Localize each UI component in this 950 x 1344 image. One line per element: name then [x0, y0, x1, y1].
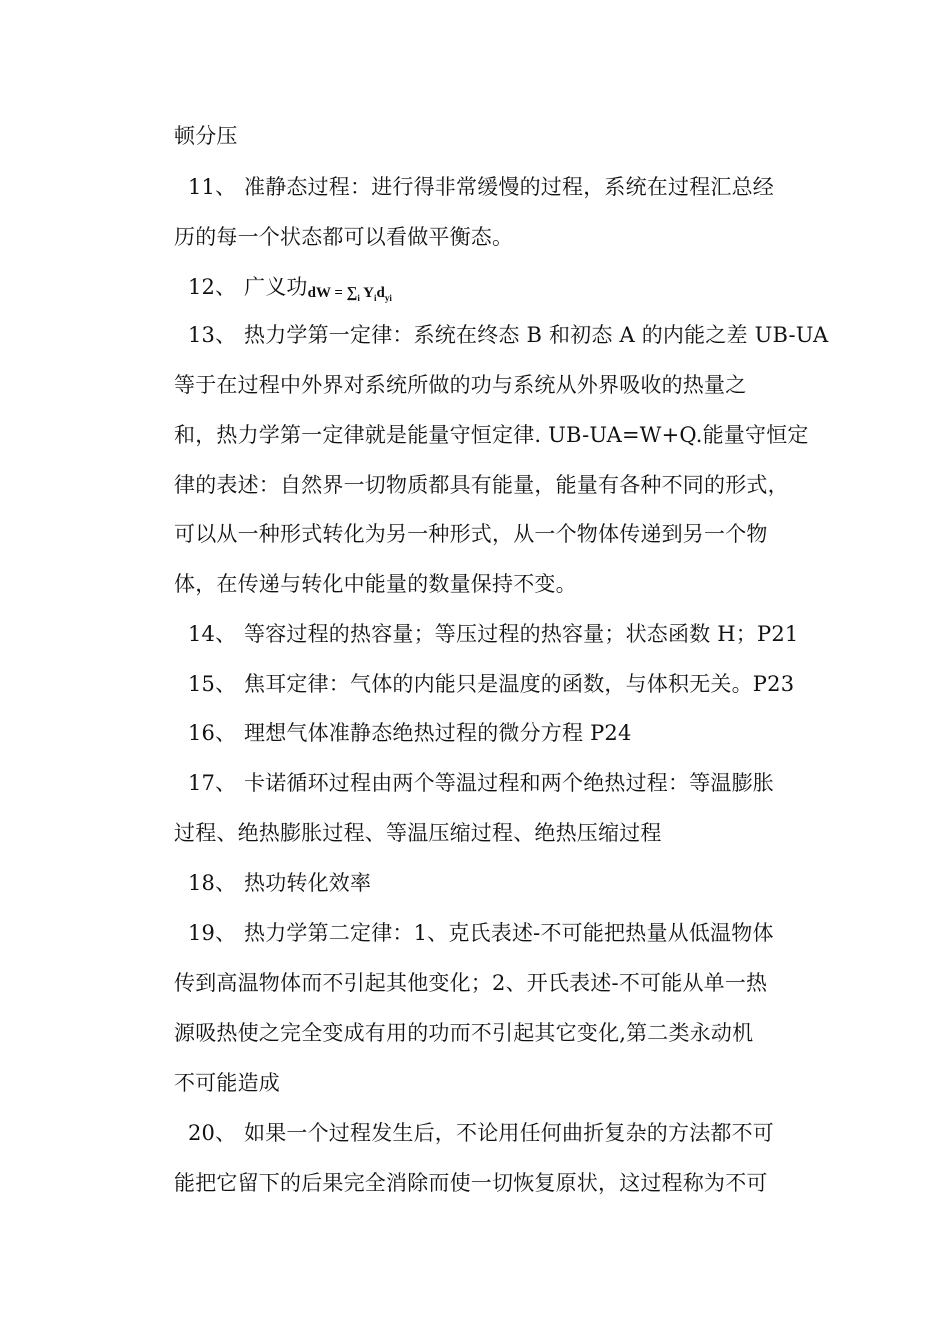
- item-text: 热力学第一定律：系统在终态 B 和初态 A 的内能之差 UB-UA: [244, 323, 829, 347]
- generalized-work-formula: dW = $\sum_i$ $Y_id_{yi}$: [307, 285, 392, 303]
- text-line: [174, 970, 814, 996]
- item-text: 卡诺循环过程由两个等温过程和两个绝热过程：等温膨胀: [244, 771, 774, 795]
- item-number: 19、: [188, 921, 237, 945]
- text-line: [174, 472, 814, 498]
- text-line: [174, 123, 814, 149]
- text-line: [174, 1170, 814, 1196]
- line-text: 顿分压: [174, 124, 238, 148]
- item-12: [174, 274, 814, 311]
- item-15: [174, 671, 814, 697]
- line-text: 体，在传递与转化中能量的数量保持不变。: [174, 572, 577, 596]
- line-text: 源吸热使之完全变成有用的功而不引起其它变化,第二类永动机: [174, 1021, 754, 1045]
- line-text: 等于在过程中外界对系统所做的功与系统从外界吸收的热量之: [174, 373, 747, 397]
- item-text: 等容过程的热容量；等压过程的热容量；状态函数 H；P21: [244, 622, 799, 646]
- text-line: [174, 422, 814, 448]
- item-14: [174, 621, 814, 647]
- text-line: [174, 224, 814, 250]
- text-line: [174, 820, 814, 846]
- line-text: 传到高温物体而不引起其他变化；2、开氏表述-不可能从单一热: [174, 971, 768, 995]
- item-number: 17、: [188, 771, 237, 795]
- item-18: [174, 870, 814, 896]
- item-text: 理想气体准静态绝热过程的微分方程 P24: [244, 721, 632, 745]
- text-line: [174, 571, 814, 597]
- item-16: [174, 720, 814, 746]
- item-number: 20、: [188, 1121, 237, 1145]
- line-text: 和，热力学第一定律就是能量守恒定律. UB-UA=W+Q.能量守恒定: [174, 423, 809, 447]
- item-text: 广义功: [244, 275, 308, 299]
- item-11: [174, 174, 814, 200]
- item-text: 热力学第二定律：1、克氏表述-不可能把热量从低温物体: [244, 921, 774, 945]
- text-line: [174, 372, 814, 398]
- item-number: 18、: [188, 871, 237, 895]
- item-19: [174, 920, 814, 946]
- item-text: 焦耳定律：气体的内能只是温度的函数，与体积无关。P23: [244, 672, 795, 696]
- text-line: [174, 1070, 814, 1096]
- item-number: 15、: [188, 672, 237, 696]
- item-text: 如果一个过程发生后，不论用任何曲折复杂的方法都不可: [244, 1121, 774, 1145]
- line-text: 过程、绝热膨胀过程、等温压缩过程、绝热压缩过程: [174, 821, 662, 845]
- item-13: [174, 322, 829, 348]
- line-text: 历的每一个状态都可以看做平衡态。: [174, 225, 514, 249]
- item-number: 11、: [188, 175, 237, 199]
- item-text: 热功转化效率: [244, 871, 372, 895]
- item-number: 14、: [188, 622, 237, 646]
- text-line: [174, 521, 814, 547]
- line-text: 不可能造成: [174, 1071, 280, 1095]
- item-number: 12、: [188, 275, 237, 299]
- line-text: 律的表述：自然界一切物质都具有能量，能量有各种不同的形式，: [174, 473, 789, 497]
- item-text: 准静态过程：进行得非常缓慢的过程，系统在过程汇总经: [244, 175, 774, 199]
- item-number: 16、: [188, 721, 237, 745]
- item-17: [174, 770, 814, 796]
- item-number: 13、: [188, 323, 237, 347]
- text-line: [174, 1020, 814, 1046]
- line-text: 能把它留下的后果完全消除而使一切恢复原状，这过程称为不可: [174, 1171, 768, 1195]
- item-20: [174, 1120, 814, 1146]
- line-text: 可以从一种形式转化为另一种形式，从一个物体传递到另一个物: [174, 522, 768, 546]
